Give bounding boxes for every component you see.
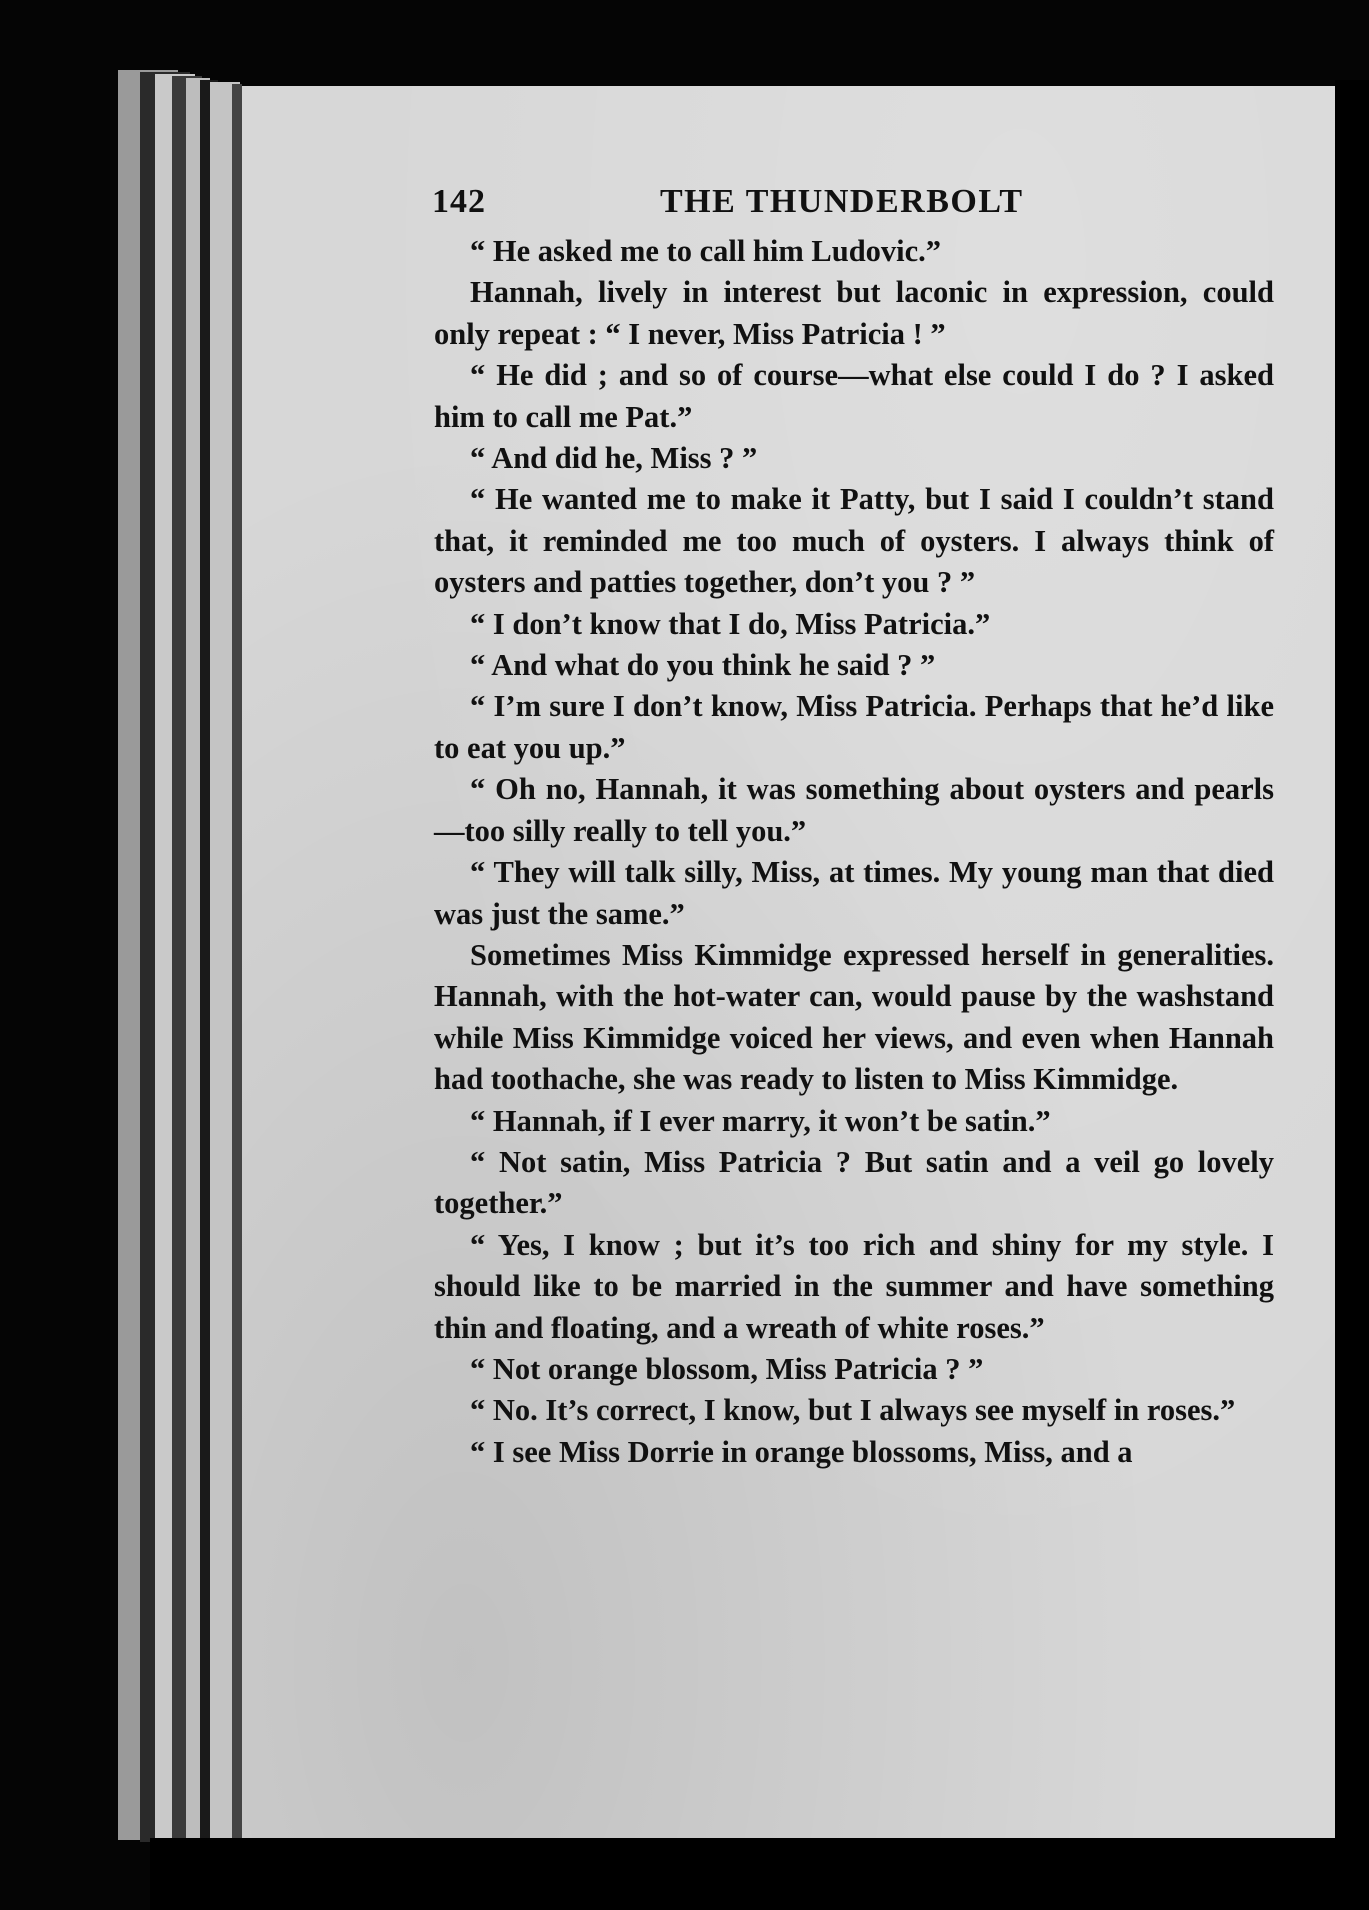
paragraph: “ Yes, I know ; but it’s too rich and shiny for my style. I should like to be married in the summer and have something thin and floating, and a wreath of white roses.”: [434, 1227, 1274, 1345]
page-edge: [232, 84, 242, 1839]
paragraph: “ I don’t know that I do, Miss Patricia.”: [470, 606, 991, 641]
paragraph: “ Oh no, Hannah, it was something about oysters and pearls—too silly really to tell you.”: [434, 772, 1274, 848]
paragraph: “ And what do you think he said ? ”: [470, 648, 936, 683]
paragraph: “ I see Miss Dorrie in orange blossoms, Miss, and a: [470, 1434, 1133, 1469]
paragraph: “ He wanted me to make it Patty, but I said I couldn’t stand that, it reminded me too much of oysters. I always think of oysters and patties together, don’t you ? ”: [434, 482, 1274, 600]
paragraph: “ Hannah, if I ever marry, it won’t be satin.”: [470, 1103, 1051, 1138]
body-text: [434, 231, 1274, 1473]
scan-shadow-bottom: [150, 1838, 1369, 1910]
paragraph: “ I’m sure I don’t know, Miss Patricia. Perhaps that he’d like to eat you up.”: [434, 689, 1274, 765]
paragraph: “ Not orange blossom, Miss Patricia ? ”: [470, 1351, 984, 1386]
page-number: 142: [432, 183, 486, 220]
paragraph: Sometimes Miss Kimmidge expressed herself in generalities. Hannah, with the hot-water can, would pause by the washstand while Miss Kimmidge voiced her views, and even when Hannah had toothache, she was ready to listen to Miss Kimmidge.: [434, 937, 1274, 1097]
paragraph: “ He asked me to call him Ludovic.”: [470, 234, 942, 268]
paragraph: Hannah, lively in interest but laconic in expression, could only repeat : “ I never, Miss Patricia ! ”: [434, 275, 1274, 351]
scan-shadow-right: [1335, 80, 1369, 1850]
paragraph: “ No. It’s correct, I know, but I always see myself in roses.”: [470, 1393, 1236, 1428]
page-header: [432, 183, 1252, 233]
paragraph: “ They will talk silly, Miss, at times. My young man that died was just the same.”: [434, 855, 1274, 931]
paragraph: “ Not satin, Miss Patricia ? But satin and a veil go lovely together.”: [434, 1144, 1274, 1221]
running-head: THE THUNDERBOLT: [660, 183, 1024, 220]
paragraph: “ He did ; and so of course—what else could I do ? I asked him to call me Pat.”: [434, 358, 1274, 434]
paragraph: “ And did he, Miss ? ”: [470, 441, 758, 476]
